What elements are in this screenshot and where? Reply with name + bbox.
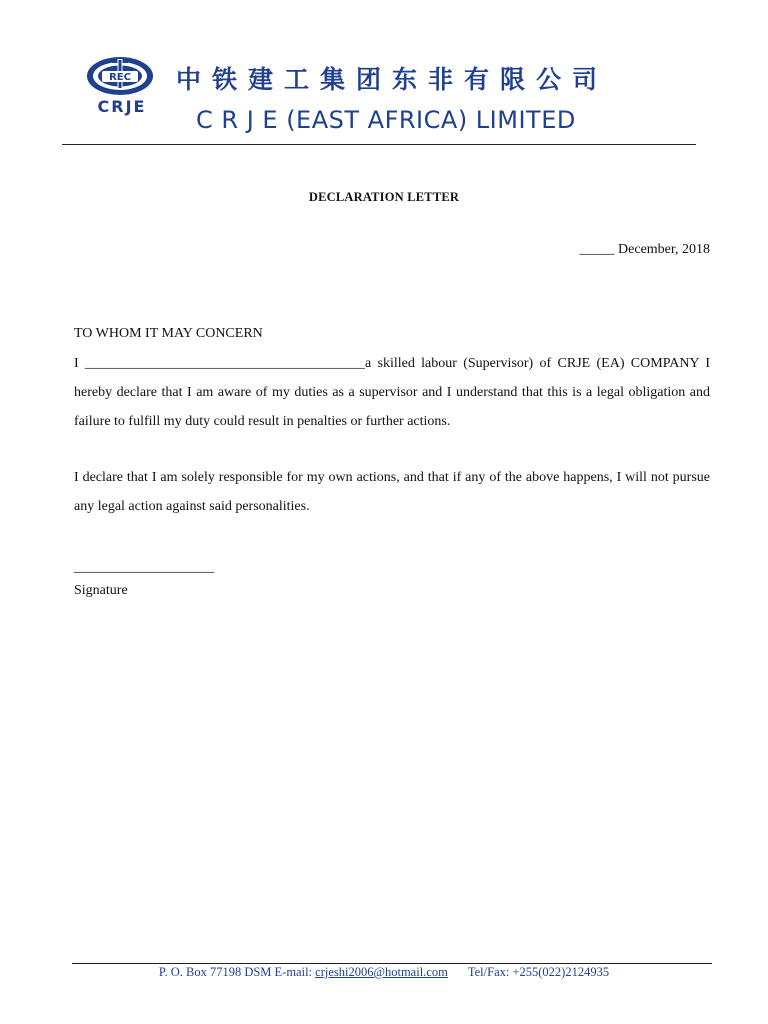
footer-address: P. O. Box 77198 DSM E-mail:	[158, 965, 313, 979]
letter-date: _____ December, 2018	[579, 242, 710, 257]
letterhead	[0, 0, 768, 150]
footer-email-link[interactable]: crjeshi2006@hotmail.com	[315, 965, 448, 979]
company-name-english: C R J E (EAST AFRICA) LIMITED	[196, 106, 576, 134]
declaration-paragraph-2: I declare that I am solely responsible for my own actions, and that if any of the above happens, I will not pursue any legal action against said personalities.	[74, 470, 710, 514]
signature-line: ____________________	[74, 560, 214, 575]
footer-telfax: Tel/Fax: +255(022)2124935	[467, 965, 610, 979]
salutation: TO WHOM IT MAY CONCERN	[74, 326, 263, 341]
footer-contact	[0, 965, 768, 980]
footer-divider	[72, 963, 712, 964]
company-logo	[82, 54, 162, 118]
logo-text: CRJE	[97, 97, 147, 116]
declaration-paragraph-1: I ________________________________________a skilled labour (Supervisor) of CRJE (EA) COMPANY I hereby declare that I am aware of my duties as a supervisor and I understand that this is a legal obligation and failure to fulfill my duty could result in penalties or further actions.	[74, 356, 710, 429]
company-name-chinese: 中铁建工集团东非有限公司	[176, 65, 609, 94]
logo-badge-text: REC	[109, 72, 131, 83]
crec-logo-icon	[82, 54, 162, 118]
document-title: DECLARATION LETTER	[308, 190, 460, 204]
signature-label: Signature	[74, 583, 128, 598]
header-divider	[62, 144, 696, 145]
